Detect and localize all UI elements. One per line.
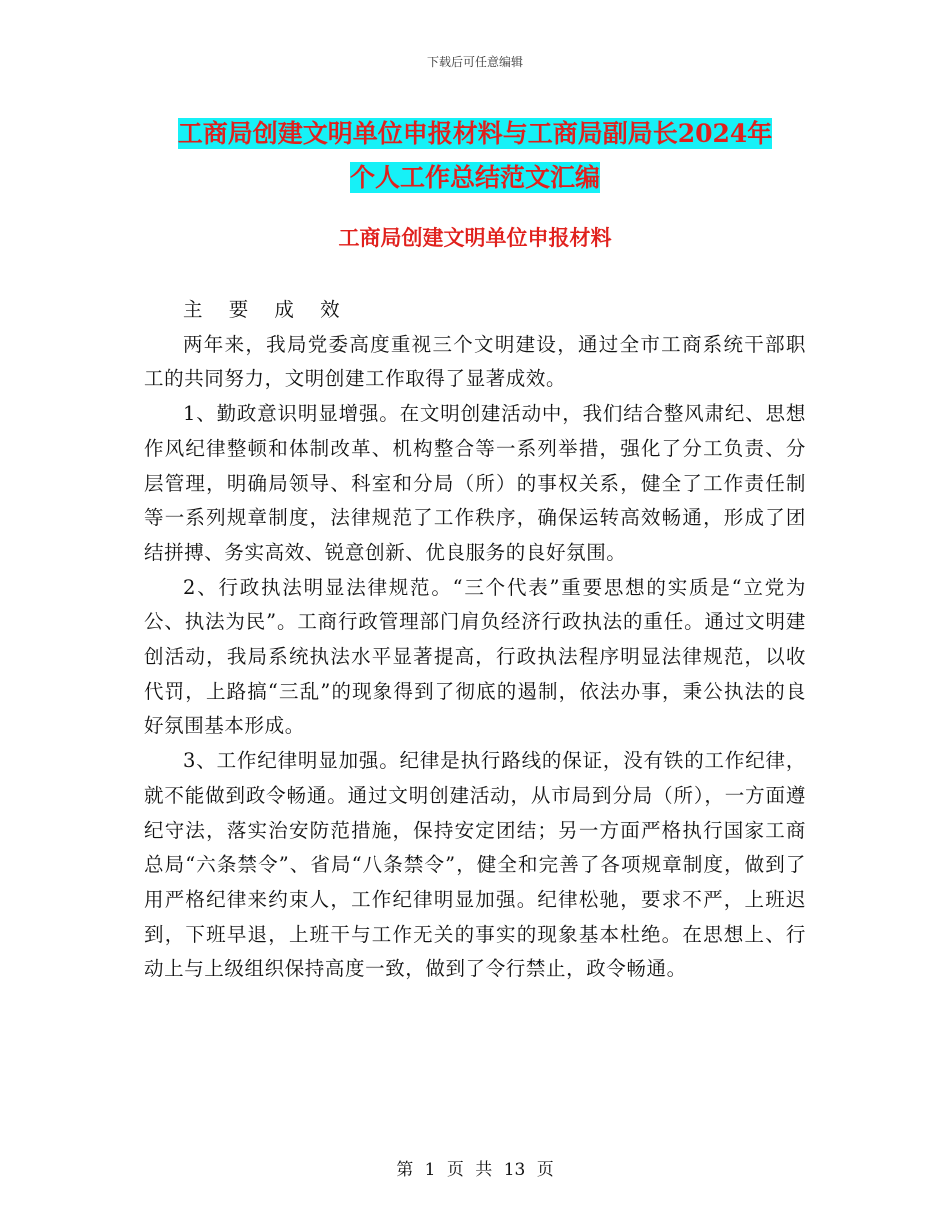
title-line-2: 个人工作总结范文汇编	[349, 163, 600, 192]
title-line-1: 工商局创建文明单位申报材料与工商局副局长2024年	[177, 119, 773, 148]
document-title	[0, 112, 950, 200]
section-title: 工商局创建文明单位申报材料	[338, 225, 612, 250]
page-footer: 第 1 页 共 13 页	[396, 1160, 554, 1180]
paragraph-intro: 两年来，我局党委高度重视三个文明建设，通过全市工商系统干部职工的共同努力，文明创建工作取得了显著成效。	[144, 332, 806, 391]
paragraph-3: 3、工作纪律明显加强。纪律是执行路线的保证，没有铁的工作纪律，就不能做到政令畅通。通过文明创建活动，从市局到分局（所），一方面遵纪守法，落实治安防范措施，保持安定团结；另一方面严格执行国家工商总局“六条禁令”、省局“八条禁令”，健全和完善了各项规章制度，做到了用严格纪律来约束人，工作纪律明显加强。纪律松驰，要求不严，上班迟到，下班早退，上班干与工作无关的事实的现象基本杜绝。在思想上、行动上与上级组织保持高度一致，做到了令行禁止，政令畅通。	[144, 749, 806, 981]
paragraph-2: 2、行政执法明显法律规范。“三个代表”重要思想的实质是“立党为公、执法为民”。工商行政管理部门肩负经济行政执法的重任。通过文明建创活动，我局系统执法水平显著提高，行政执法程序明显法律规范，以收代罚，上路搞“三乱”的现象得到了彻底的遏制，依法办事，秉公执法的良好氛围基本形成。	[144, 575, 806, 738]
document-body	[144, 293, 806, 987]
subheading: 主 要 成 效	[183, 298, 350, 321]
paragraph-1: 1、勤政意识明显增强。在文明创建活动中，我们结合整风肃纪、思想作风纪律整顿和体制改革、机构整合等一系列举措，强化了分工负责、分层管理，明确局领导、科室和分局（所）的事权关系，健全了工作责任制等一系列规章制度，法律规范了工作秩序，确保运转高效畅通，形成了团结拼搏、务实高效、锐意创新、优良服务的良好氛围。	[144, 402, 806, 564]
header-note: 下载后可任意编辑	[426, 55, 523, 69]
